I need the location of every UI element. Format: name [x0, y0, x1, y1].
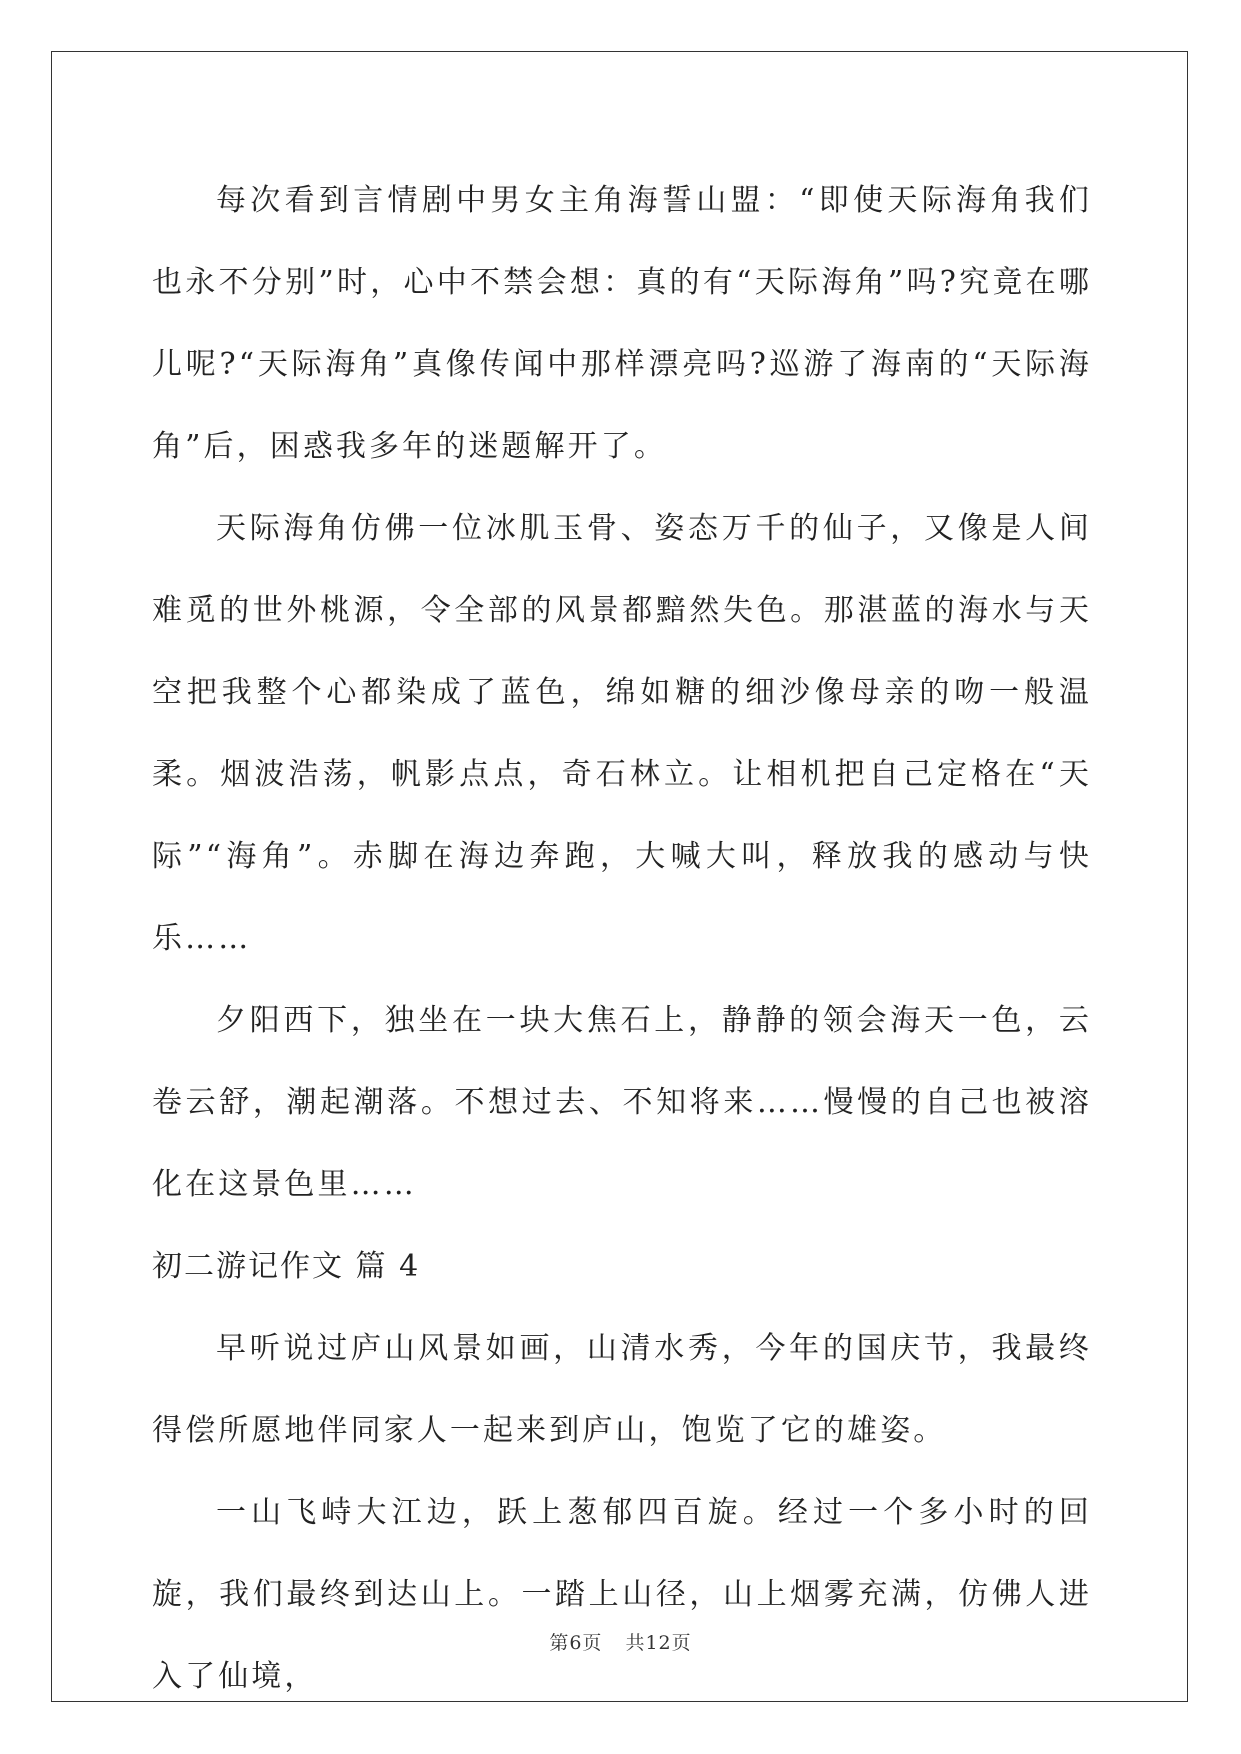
- paragraph: 天际海角仿佛一位冰肌玉骨、姿态万千的仙子，又像是人间难觅的世外桃源，令全部的风景都黯然失色。那湛蓝的海水与天空把我整个心都染成了蓝色，绵如糖的细沙像母亲的吻一般温柔。烟波浩荡，帆影点点，奇石林立。让相机把自己定格在“天际”“海角”。赤脚在海边奔跑，大喊大叫，释放我的感动与快乐……: [152, 511, 1092, 956]
- paragraph: 早听说过庐山风景如画，山清水秀，今年的国庆节，我最终得偿所愿地伴同家人一起来到庐山，饱览了它的雄姿。: [152, 1331, 1092, 1448]
- page-total: 共12页: [625, 1632, 692, 1654]
- page-footer: [0, 1628, 1241, 1655]
- page-number: 第6页: [549, 1632, 603, 1654]
- paragraph: 一山飞峙大江边，跃上葱郁四百旋。经过一个多小时的回旋，我们最终到达山上。一踏上山径，山上烟雾充满，仿佛人进入了仙境，: [152, 1495, 1092, 1694]
- document-body: [152, 160, 1092, 1718]
- paragraph: 夕阳西下，独坐在一块大焦石上，静静的领会海天一色，云卷云舒，潮起潮落。不想过去、不知将来……慢慢的自己也被溶化在这景色里……: [152, 1003, 1092, 1202]
- paragraph: 每次看到言情剧中男女主角海誓山盟：“即使天际海角我们也永不分别”时，心中不禁会想：真的有“天际海角”吗?究竟在哪儿呢?“天际海角”真像传闻中那样漂亮吗?巡游了海南的“天际海角”后，困惑我多年的迷题解开了。: [152, 183, 1092, 464]
- section-heading: 初二游记作文 篇 4: [152, 1249, 421, 1284]
